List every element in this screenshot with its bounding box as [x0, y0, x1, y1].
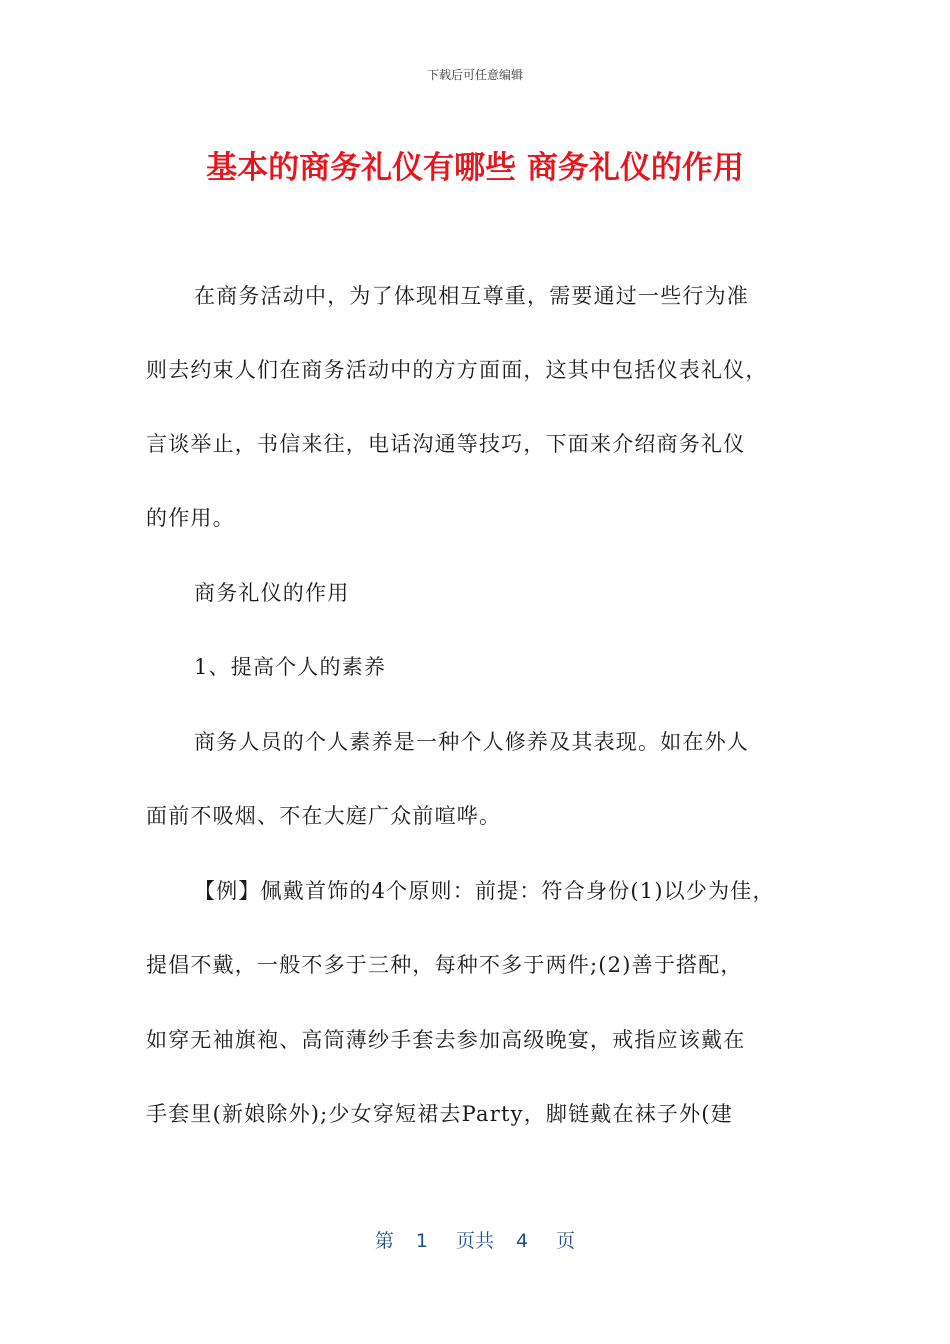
footer-middle: 页共	[455, 1230, 494, 1252]
paragraph-line: 手套里(新娘除外);少女穿短裙去Party，脚链戴在袜子外(建	[146, 1102, 733, 1126]
paragraph-line: 在商务活动中，为了体现相互尊重，需要通过一些行为准	[194, 284, 749, 308]
page-footer	[0, 1226, 950, 1253]
footer-prefix: 第	[374, 1230, 394, 1252]
paragraph-line: 面前不吸烟、不在大庭广众前喧哗。	[146, 804, 502, 828]
subsection-heading: 1、提高个人的素养	[194, 655, 387, 679]
paragraph-line: 【例】佩戴首饰的4个原则：前提：符合身份(1)以少为佳，	[194, 879, 775, 903]
paragraph-line: 则去约束人们在商务活动中的方方面面，这其中包括仪表礼仪，	[146, 358, 768, 382]
header-note: 下载后可任意编辑	[426, 68, 523, 82]
footer-current-page: 1	[415, 1230, 428, 1252]
paragraph-line: 如穿无袖旗袍、高筒薄纱手套去参加高级晚宴，戒指应该戴在	[146, 1028, 746, 1052]
footer-suffix: 页	[556, 1230, 576, 1252]
paragraph-line: 提倡不戴，一般不多于三种，每种不多于两件;(2)善于搭配，	[146, 953, 743, 977]
paragraph-line: 言谈举止，书信来往，电话沟通等技巧，下面来介绍商务礼仪	[146, 432, 746, 456]
section-heading: 商务礼仪的作用	[194, 581, 350, 605]
paragraph-line: 商务人员的个人素养是一种个人修养及其表现。如在外人	[194, 730, 749, 754]
paragraph-line: 的作用。	[146, 506, 235, 530]
footer-total-pages: 4	[516, 1230, 529, 1252]
document-title: 基本的商务礼仪有哪些 商务礼仪的作用	[206, 150, 744, 186]
